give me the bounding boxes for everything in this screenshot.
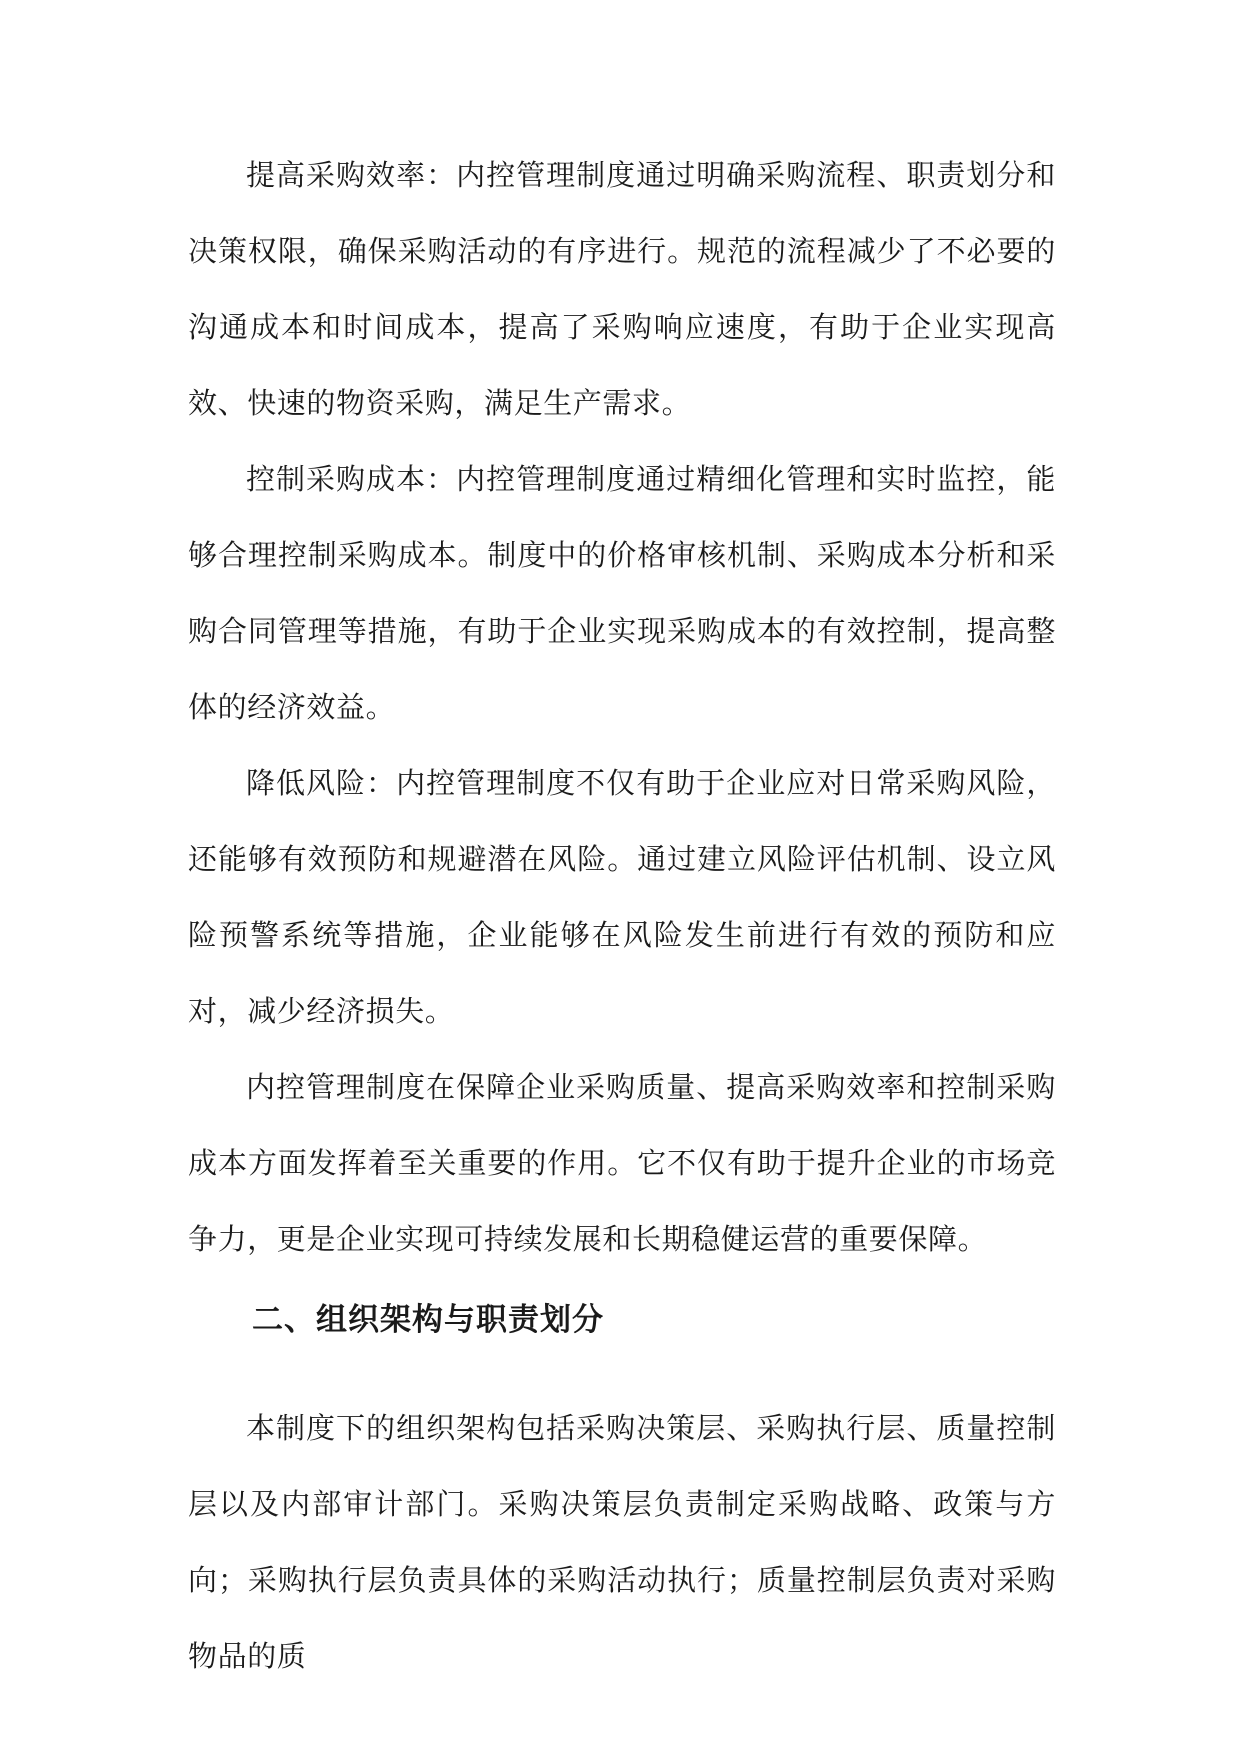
paragraph-risk-reduction: 降低风险：内控管理制度不仅有助于企业应对日常采购风险，还能够有效预防和规避潜在风险。通过建立风险评估机制、设立风险预警系统等措施，企业能够在风险发生前进行有效的预防和应对，减少经济损失。 [188, 766, 1056, 1028]
body-text-bottom [188, 1390, 1056, 1694]
paragraph-procurement-cost: 控制采购成本：内控管理制度通过精细化管理和实时监控，能够合理控制采购成本。制度中的价格审核机制、采购成本分析和采购合同管理等措施，有助于企业实现采购成本的有效控制，提高整体的经济效益。 [188, 462, 1056, 724]
paragraph-org-structure: 本制度下的组织架构包括采购决策层、采购执行层、质量控制层以及内部审计部门。采购决策层负责制定采购战略、政策与方向；采购执行层负责具体的采购活动执行；质量控制层负责对采购物品的质 [188, 1411, 1056, 1673]
section-heading: 二、组织架构与职责划分 [252, 1302, 604, 1338]
body-text-top [188, 137, 1056, 1277]
paragraph-procurement-efficiency: 提高采购效率：内控管理制度通过明确采购流程、职责划分和决策权限，确保采购活动的有序进行。规范的流程减少了不必要的沟通成本和时间成本，提高了采购响应速度，有助于企业实现高效、快速的物资采购，满足生产需求。 [188, 158, 1056, 420]
paragraph-summary: 内控管理制度在保障企业采购质量、提高采购效率和控制采购成本方面发挥着至关重要的作用。它不仅有助于提升企业的市场竞争力，更是企业实现可持续发展和长期稳健运营的重要保障。 [188, 1070, 1056, 1256]
